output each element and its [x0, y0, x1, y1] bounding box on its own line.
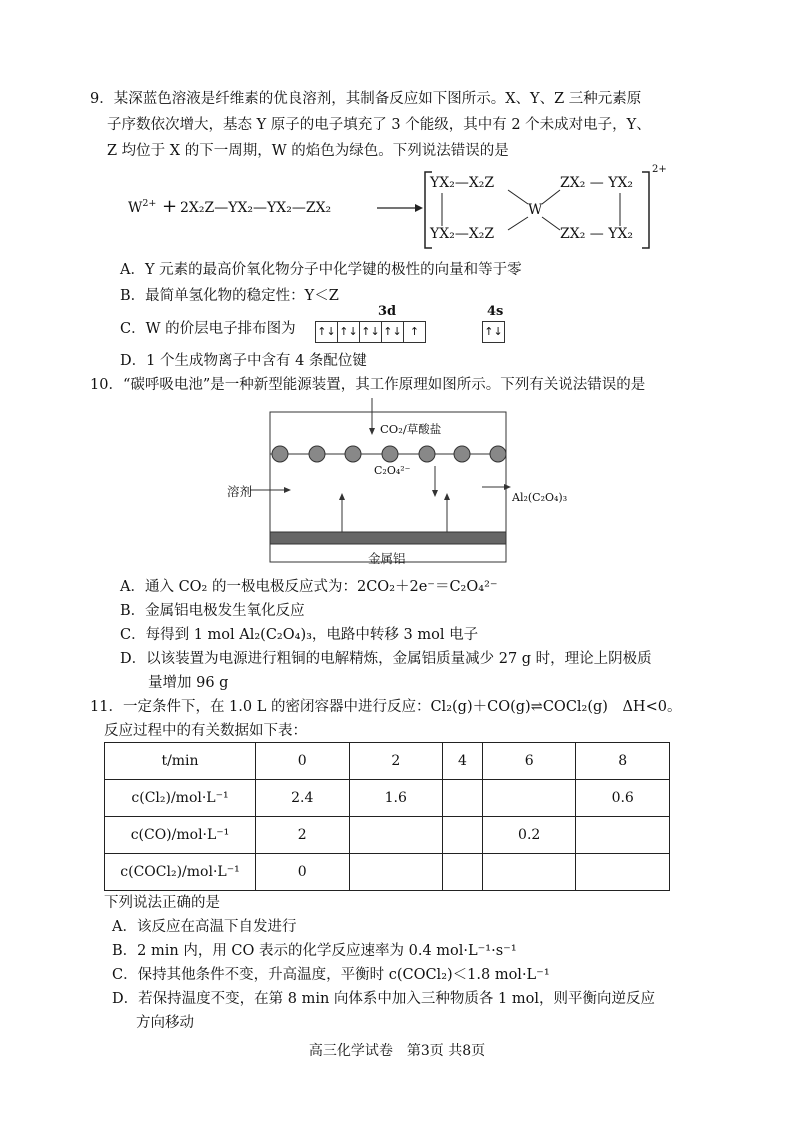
- table-cell: c(Cl₂)/mol·L⁻¹: [105, 780, 256, 817]
- q9-option-b: B．最简单氢化物的稳定性：Y＜Z: [120, 288, 339, 304]
- orbital-box: ↑↓: [381, 321, 404, 343]
- table-cell: [443, 780, 483, 817]
- q10-stem: 10．“碳呼吸电池”是一种新型能源装置，其工作原理如图所示。下列有关说法错误的是: [90, 377, 646, 393]
- q9-plus-sign: +: [162, 196, 178, 217]
- solvent-label: 溶剂: [227, 484, 253, 499]
- product-bottom-left: YX₂—X₂Z: [430, 226, 495, 242]
- table-cell: 2.4: [256, 780, 350, 817]
- q9-option-c: C．W 的价层电子排布图为: [120, 321, 296, 337]
- q11-option-b: B．2 min 内，用 CO 表示的化学反应速率为 0.4 mol·L⁻¹·s⁻¹: [112, 943, 517, 959]
- table-cell: 0: [256, 854, 350, 891]
- q9-option-a: A．Y 元素的最高价氧化物分子中化学键的极性的向量和等于零: [120, 262, 522, 278]
- q9-stem-line3: Z 均位于 X 的下一周期，W 的焰色为绿色。下列说法错误的是: [107, 143, 509, 159]
- table-cell: 0.6: [576, 780, 670, 817]
- table-cell: [349, 854, 443, 891]
- table-cell: 6: [482, 743, 576, 780]
- right-bracket: [642, 172, 649, 248]
- concentration-table: [104, 742, 670, 891]
- product-arrow-head: [504, 484, 511, 490]
- product-top-right: ZX₂ — YX₂: [560, 175, 634, 191]
- bond-tr-w: [542, 190, 560, 204]
- orbital-box: ↑↓: [337, 321, 360, 343]
- product-charge: 2+: [652, 164, 667, 175]
- ion-arrow-head: [432, 490, 438, 497]
- q9-stem-line1: 9．某深蓝色溶液是纤维素的优良溶剂，其制备反应如下图所示。X、Y、Z 三种元素原: [90, 91, 642, 107]
- table-cell: [482, 780, 576, 817]
- q9-reactant-w: $W^{2+}$: [128, 198, 157, 216]
- bond-br-w: [542, 217, 560, 230]
- table-cell: c(CO)/mol·L⁻¹: [105, 817, 256, 854]
- q11-prompt: 下列说法正确的是: [104, 895, 220, 911]
- oxalate-label: C₂O₄²⁻: [374, 464, 411, 477]
- product-label: Al₂(C₂O₄)₃: [512, 491, 568, 504]
- solvent-arrow-head: [284, 487, 291, 493]
- table-cell: [576, 817, 670, 854]
- q11-option-a: A．该反应在高温下自发进行: [112, 919, 297, 935]
- aluminum-label: 金属铝: [368, 551, 406, 566]
- q11-option-c: C．保持其他条件不变，升高温度，平衡时 c(COCl₂)＜1.8 mol·L⁻¹: [112, 967, 550, 983]
- product-center-w: W: [528, 202, 543, 218]
- table-cell: 4: [443, 743, 483, 780]
- table-cell: 0.2: [482, 817, 576, 854]
- orbital-box: ↑↓: [482, 321, 505, 343]
- q11-stem-line2: 反应过程中的有关数据如下表：: [104, 723, 307, 739]
- table-cell: t/min: [105, 743, 256, 780]
- bond-bl-w: [508, 217, 528, 230]
- co2-label: CO₂/草酸盐: [380, 422, 442, 436]
- table-header-row: [105, 743, 670, 780]
- orbital-box: ↑: [403, 321, 426, 343]
- table-row: [105, 854, 670, 891]
- table-cell: 1.6: [349, 780, 443, 817]
- up-arrow-right-head: [444, 493, 450, 500]
- orbital-4s: [483, 321, 505, 343]
- table-row: [105, 817, 670, 854]
- catalyst-particle: [490, 446, 506, 462]
- label-3d: 3d: [378, 304, 397, 319]
- catalyst-particle: [345, 446, 361, 462]
- catalyst-particle: [309, 446, 325, 462]
- catalyst-particle: [419, 446, 435, 462]
- q10-option-a: A．通入 CO₂ 的一极电极反应式为：2CO₂＋2e⁻＝C₂O₄²⁻: [120, 579, 498, 595]
- q10-option-c: C．每得到 1 mol Al₂(C₂O₄)₃，电路中转移 3 mol 电子: [120, 627, 479, 643]
- q9-stem-line2: 子序数依次增大，基态 Y 原子的电子填充了 3 个能级，其中有 2 个未成对电子，Y、: [107, 117, 651, 133]
- page-footer: 高三化学试卷 第3页 共8页: [308, 1043, 486, 1059]
- table-cell: 0: [256, 743, 350, 780]
- table-cell: [443, 854, 483, 891]
- orbital-box: ↑↓: [359, 321, 382, 343]
- q11-stem-line1: 11．一定条件下，在 1.0 L 的密闭容器中进行反应：Cl₂(g)＋CO(g)⇌COCl₂(g) ΔH<0。: [90, 699, 682, 715]
- catalyst-particle: [382, 446, 398, 462]
- q9-option-d: D．1 个生成物离子中含有 4 条配位键: [120, 353, 367, 369]
- product-top-left: YX₂—X₂Z: [430, 175, 495, 191]
- up-arrow-left-head: [339, 493, 345, 500]
- table-cell: [349, 817, 443, 854]
- orbital-3d: [316, 321, 426, 343]
- table-cell: [482, 854, 576, 891]
- table-row: [105, 780, 670, 817]
- table-cell: 2: [256, 817, 350, 854]
- table-cell: 8: [576, 743, 670, 780]
- label-4s: 4s: [487, 304, 504, 319]
- q11-option-d-line2: 方向移动: [136, 1015, 194, 1031]
- aluminum-electrode: [270, 532, 506, 544]
- table-cell: [443, 817, 483, 854]
- q11-option-d-line1: D．若保持温度不变，在第 8 min 向体系中加入三种物质各 1 mol，则平衡向逆反应: [112, 991, 655, 1007]
- reaction-arrow-head: [415, 204, 423, 212]
- catalyst-particle: [272, 446, 288, 462]
- table-cell: [576, 854, 670, 891]
- table-cell: c(COCl₂)/mol·L⁻¹: [105, 854, 256, 891]
- table-cell: 2: [349, 743, 443, 780]
- q10-option-d-line1: D．以该装置为电源进行粗铜的电解精炼，金属铝质量减少 27 g 时，理论上阴极质: [120, 651, 652, 667]
- co2-inlet-head: [369, 428, 375, 435]
- catalyst-particle: [454, 446, 470, 462]
- bond-tl-w: [508, 190, 528, 204]
- orbital-box: ↑↓: [315, 321, 338, 343]
- product-bottom-right: ZX₂ — YX₂: [560, 226, 634, 242]
- q10-option-b: B．金属铝电极发生氧化反应: [120, 603, 305, 619]
- q9-reactant-ligand: 2X₂Z—YX₂—YX₂—ZX₂: [180, 200, 332, 216]
- q10-option-d-line2: 量增加 96 g: [148, 675, 229, 691]
